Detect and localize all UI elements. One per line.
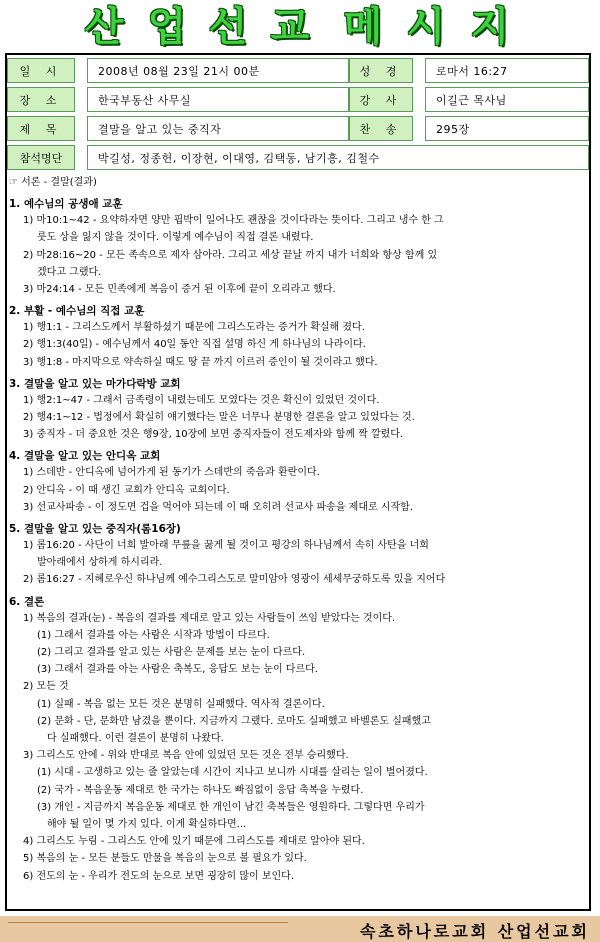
body-line: 1) 스데반 - 안디옥에 넘어가게 된 동기가 스데반의 죽음과 환란이다. xyxy=(23,467,320,479)
body-line: 1) 행2:1~47 - 그래서 금족령이 내렸는데도 모였다는 것은 확신이 있었던 것이다. xyxy=(23,394,380,406)
subject-value: 결말을 알고 있는 중직자 xyxy=(87,116,349,141)
footer-decoration xyxy=(8,922,288,937)
body-line: 3) 중직자 - 더 중요한 것은 행9장, 10장에 보면 중직자들이 전도제자와 함께 짝 깔렸다. xyxy=(23,429,404,441)
hymn-value: 295장 xyxy=(425,116,589,141)
body-line: 2) 롬16:27 - 지혜로우신 하나님께 예수그리스도로 말미암아 영광이 세세무궁하도록 있을 지어다 xyxy=(23,574,446,586)
body-line: 2) 행1:3(40일) - 예수님께서 40일 동안 직접 설명 하신 게 하나님의 나라이다. xyxy=(23,339,366,351)
body-line: 발아래에서 상하게 하시리라. xyxy=(37,557,163,569)
title-char: 산 xyxy=(84,4,124,50)
body-line: (2) 국가 - 복음운동 제대로 한 국가는 하나도 빠짐없이 응답 축복을 누렸다. xyxy=(37,784,364,796)
body-line: 2) 모든 것 xyxy=(23,681,69,693)
scripture-label: 성 경 xyxy=(349,58,413,83)
footer xyxy=(0,916,600,942)
speaker-label: 강 사 xyxy=(349,87,413,112)
info-row-attendees xyxy=(7,145,589,170)
body-line: 3) 그리스도 안에 - 위와 반대로 복음 안에 있었던 모든 것은 전부 승리했다. xyxy=(23,750,349,762)
body-line: 2) 마28:16~20 - 모든 족속으로 제자 삼아라. 그리고 세상 끝날 까지 내가 너희와 항상 함께 있 xyxy=(23,249,438,261)
body-line: 2) 안디옥 - 이 때 생긴 교회가 안디옥 교회이다. xyxy=(23,484,230,496)
subject-label: 제 목 xyxy=(7,116,75,141)
section-heading: ☞ 서론 - 결말(결과) xyxy=(9,177,97,188)
info-row-date xyxy=(7,58,589,83)
body-line: (2) 그리고 결과를 알고 있는 사람은 문제를 보는 눈이 다르다. xyxy=(37,647,306,658)
body-line: 해야 될 일이 몇 가지 있다. 이게 확실하다면... xyxy=(47,819,247,830)
body-line: 다 실패했다. 이런 결론이 분명히 나왔다. xyxy=(47,733,224,744)
section-heading: 6. 결론 xyxy=(9,595,45,608)
body-line: 1) 마10:1~42 - 요약하자면 양만 핍박이 일어나도 괜찮을 것이다라는 뜻이다. 그리고 냉수 한 그 xyxy=(23,215,444,227)
body-line: (1) 그래서 결과를 아는 사람은 시작과 방법이 다르다. xyxy=(37,629,270,641)
body-line: 6) 전도의 눈 - 우리가 전도의 눈으로 보면 굉장히 많이 보인다. xyxy=(23,870,295,882)
section-heading: 3. 결말을 알고 있는 마가다락방 교회 xyxy=(9,377,181,390)
section-heading: 5. 결말을 알고 있는 중직자(롬16장) xyxy=(9,523,181,535)
title-char: 시 xyxy=(406,4,446,50)
body-line: 3) 선교사파송 - 이 정도면 겁을 먹어야 되는데 이 때 오히려 선교사 파송을 제대로 시작함. xyxy=(23,501,413,513)
place-label: 장 소 xyxy=(7,87,75,112)
section-heading: 2. 부활 - 예수님의 직접 교훈 xyxy=(9,305,145,318)
body-line: (3) 그래서 결과를 아는 사람은 축복도, 응답도 보는 눈이 다르다. xyxy=(37,664,318,676)
body-line: 룻도 상을 잃지 않을 것이다. 이렇게 예수님이 직접 결론 내렸다. xyxy=(37,232,314,244)
title-char: 선 xyxy=(208,4,248,50)
title-char: 메 xyxy=(343,4,383,50)
date-label: 일 시 xyxy=(7,58,75,83)
body-line: 1) 롬16:20 - 사단이 너희 발아래 무릎을 꿇게 될 것이고 평강의 하나님께서 속히 사탄을 너희 xyxy=(23,540,429,551)
body-line: (1) 시대 - 고생하고 있는 줄 알았는데 시간이 지나고 보니까 시대를 살리는 일이 벌어졌다. xyxy=(37,767,428,779)
hymn-label: 찬 송 xyxy=(349,116,413,141)
body-line: 2) 행4:1~12 - 법정에서 확실히 얘기했다는 말은 너무나 분명한 결론을 알고 있었다는 것. xyxy=(23,412,415,423)
title-char: 교 xyxy=(270,4,310,50)
attendees-value: 박길성, 정종헌, 이장현, 이대영, 김택동, 남기흥, 김철수 xyxy=(87,145,589,170)
section-heading: 4. 결말을 알고 있는 안디옥 교회 xyxy=(9,450,161,463)
attendees-label: 참석명단 xyxy=(7,145,75,170)
body-line: (2) 문화 - 단, 문화만 남겼을 뿐이다. 지금까지 그랬다. 로마도 실패했고 바벨론도 실패했고 xyxy=(37,715,431,727)
body-line: (1) 실패 - 복음 없는 모든 것은 분명히 실패했다. 역사적 결론이다. xyxy=(37,698,325,710)
body-line: 3) 마24:14 - 모든 민족에게 복음이 증거 된 이후에 끝이 오리라고 했다. xyxy=(23,284,336,295)
footer-text: 속초하나로교회 산업선교회 xyxy=(359,922,590,941)
date-value: 2008년 08월 23일 21시 00분 xyxy=(87,58,349,83)
title-char: 업 xyxy=(147,4,187,50)
body-line: (3) 개인 - 지금까지 복음운동 제대로 한 개인이 남긴 축복들은 영원하다. 그렇다면 우리가 xyxy=(37,801,425,813)
section-heading: 1. 예수님의 공생애 교훈 xyxy=(9,198,123,211)
info-row-place xyxy=(7,87,589,112)
body-line: 1) 복음의 결과(눈) - 복음의 결과를 제대로 알고 있는 사람들이 쓰임 받았다는 것이다. xyxy=(23,612,396,624)
title-char: 지 xyxy=(470,4,510,50)
body-line: 5) 복음의 눈 - 모든 분들도 만물을 복음의 눈으로 볼 필요가 있다. xyxy=(23,853,307,865)
scripture-value: 로마서 16:27 xyxy=(425,58,589,83)
body-line: 1) 행1:1 - 그리스도께서 부활하셨기 때문에 그리스도라는 증거가 확실해 졌다. xyxy=(23,322,365,334)
speaker-value: 이길근 목사님 xyxy=(425,87,589,112)
body-line: 4) 그리스도 누림 - 그리스도 안에 있기 때문에 그리스도를 제대로 알아야 된다. xyxy=(23,836,365,848)
body-line: 3) 행1:8 - 마지막으로 약속하실 때도 땅 끝 까지 이르러 증인이 될 것이라고 했다. xyxy=(23,356,378,368)
place-value: 한국부동산 사무실 xyxy=(87,87,349,112)
page-title xyxy=(0,0,600,52)
info-row-title xyxy=(7,116,589,141)
body-line: 겠다고 그랬다. xyxy=(37,266,102,278)
